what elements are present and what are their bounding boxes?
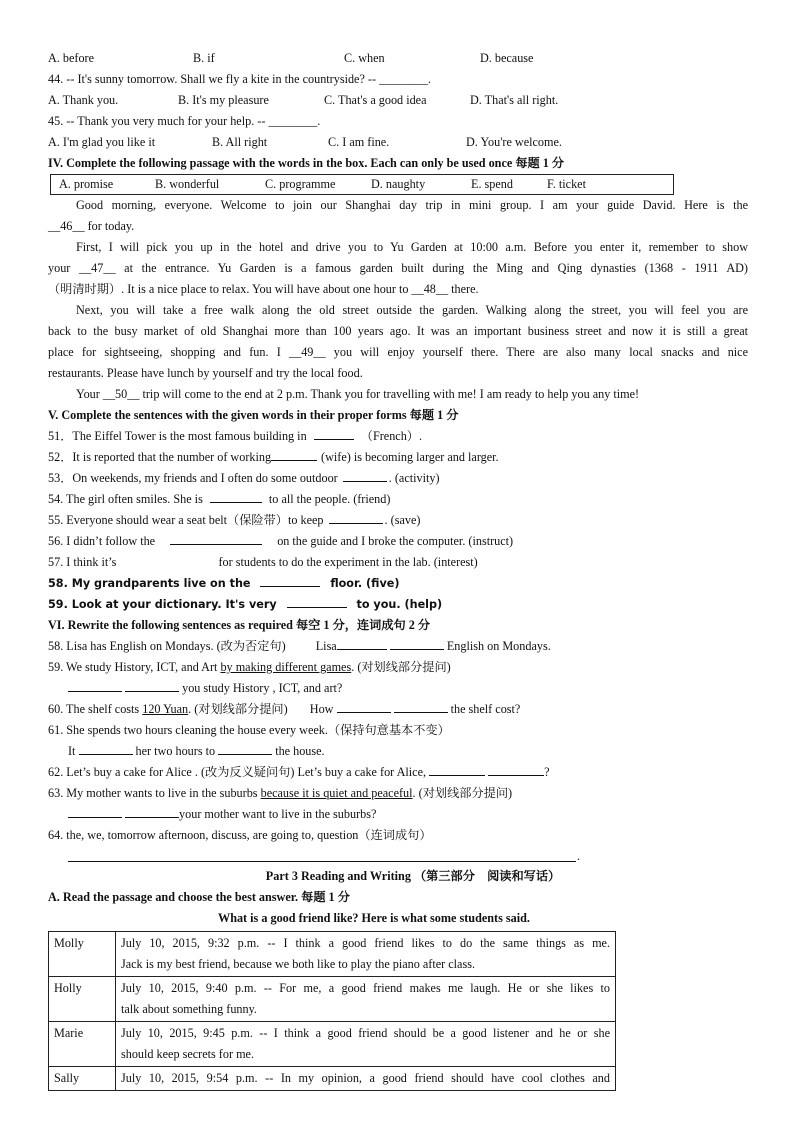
q43-option-d[interactable]: D. because bbox=[480, 51, 534, 65]
q53 bbox=[48, 468, 748, 489]
q59-help-text: 59. Look at your dictionary. It's very bbox=[48, 598, 277, 611]
passage-paragraph-3-cont: back to the busy market of old Shanghai more than 100 years ago. It was an important business street and now it is still a great bbox=[48, 324, 748, 338]
q55-answer-blank[interactable] bbox=[329, 510, 383, 524]
comment-line: July 10, 2015, 9:54 p.m. -- In my opinion, a good friend should have cool clothes and bbox=[121, 1071, 610, 1085]
q57-text: 57. I think it’s bbox=[48, 555, 117, 569]
q58-rewrite-text: 58. Lisa has English on Mondays. (改为否定句) bbox=[48, 639, 286, 653]
q60-rewrite-instruction: . (对划线部分提问) bbox=[188, 702, 288, 716]
q52-answer-blank[interactable] bbox=[271, 447, 317, 461]
q45-option-d[interactable]: D. You're welcome. bbox=[466, 135, 562, 149]
passage-paragraph-1-cont: __46__ for today. bbox=[48, 219, 135, 233]
passage-paragraph-1: Good morning, everyone. Welcome to join our Shanghai day trip in mini group. I am your guide David. Here is the bbox=[76, 198, 748, 212]
part3-section-a-heading: A. Read the passage and choose the best answer. 每题 1 分 bbox=[48, 890, 350, 904]
exam-page bbox=[48, 48, 748, 1091]
q60-rewrite-text: 60. The shelf costs bbox=[48, 702, 143, 716]
table-cell-comment bbox=[116, 977, 616, 1022]
q61-rewrite-it: It bbox=[68, 744, 76, 758]
q45-options bbox=[48, 132, 748, 153]
q64-answer-period: . bbox=[577, 849, 581, 863]
q44-options bbox=[48, 90, 748, 111]
q45-option-a[interactable]: A. I'm glad you like it bbox=[48, 135, 156, 149]
section-vi-heading: VI. Rewrite the following sentences as required 每空 1 分，连词成句 2 分 bbox=[48, 618, 431, 632]
table-cell-name: Holly bbox=[49, 977, 116, 1022]
q60-rewrite bbox=[48, 699, 748, 720]
q61-rewrite: 61. She spends two hours cleaning the house every week.（保持句意基本不变） bbox=[48, 723, 450, 737]
q58-rewrite-subject: Lisa bbox=[315, 639, 337, 653]
q59-rewrite-underlined: by making different games bbox=[220, 660, 352, 674]
q60-rewrite-blank-2[interactable] bbox=[394, 699, 448, 713]
q63-rewrite-instruction: . (对划线部分提问) bbox=[412, 786, 513, 800]
q63-rewrite bbox=[48, 783, 748, 804]
word-box-item: A. promise bbox=[59, 177, 114, 191]
q51-hint: （French）. bbox=[360, 429, 423, 443]
q59-rewrite-line2: you study History , ICT, and art? bbox=[182, 681, 343, 695]
passage-paragraph-3-cont: place for sightseeing, shopping and fun. I __49__ you will enjoy yourself there. There are also many local snacks and nice bbox=[48, 345, 748, 359]
q58-five-hint: floor. (five) bbox=[330, 577, 400, 590]
q64-rewrite: 64. the, we, tomorrow afternoon, discuss, are going to, question（连词成句） bbox=[48, 828, 432, 842]
table-cell-comment bbox=[116, 932, 616, 977]
comment-line: July 10, 2015, 9:45 p.m. -- I think a good friend should be a good listener and he or she bbox=[121, 1026, 610, 1040]
q61-rewrite-end: the house. bbox=[275, 744, 325, 758]
q52-hint: (wife) is becoming larger and larger. bbox=[321, 450, 499, 464]
q62-rewrite-blank-2[interactable] bbox=[488, 762, 544, 776]
q59-help-hint: to you. (help) bbox=[356, 598, 443, 611]
q59-rewrite bbox=[48, 657, 748, 678]
q43-options bbox=[48, 48, 748, 69]
comment-line: should keep secrets for me. bbox=[121, 1047, 255, 1061]
q58-rewrite-blank-2[interactable] bbox=[390, 636, 444, 650]
q59-rewrite-text: 59. We study History, ICT, and Art bbox=[48, 660, 221, 674]
q62-rewrite-end: ? bbox=[544, 765, 550, 779]
q64-answer-rule bbox=[68, 861, 576, 862]
q54-text: 54. The girl often smiles. She is bbox=[48, 492, 203, 506]
table-row bbox=[49, 1022, 616, 1067]
table-cell-comment bbox=[116, 1067, 616, 1091]
q51 bbox=[48, 426, 748, 447]
q45-question: 45. -- Thank you very much for your help. -- ________. bbox=[48, 114, 321, 128]
table-row bbox=[49, 977, 616, 1022]
q63-rewrite-answer bbox=[48, 804, 748, 825]
q54-answer-blank[interactable] bbox=[210, 489, 262, 503]
q63-rewrite-blank-2[interactable] bbox=[125, 804, 179, 818]
table-cell-name: Sally bbox=[49, 1067, 116, 1091]
q51-answer-blank[interactable] bbox=[314, 426, 354, 440]
q44-question: 44. -- It's sunny tomorrow. Shall we fly a kite in the countryside? -- ________. bbox=[48, 72, 431, 86]
q58-five-text: 58. My grandparents live on the bbox=[48, 577, 251, 590]
q61-rewrite-answer bbox=[48, 741, 748, 762]
q55-hint: . (save) bbox=[384, 513, 421, 527]
section-v-heading: V. Complete the sentences with the given words in their proper forms 每题 1 分 bbox=[48, 408, 459, 422]
q57 bbox=[48, 552, 748, 573]
q61-rewrite-blank-1[interactable] bbox=[79, 741, 133, 755]
passage-paragraph-2-cont: your __47__ at the entrance. Yu Garden is a famous garden built during the Ming and Qing dynasties (1368 - 1911 AD) bbox=[48, 261, 748, 275]
q59-rewrite-blank-1[interactable] bbox=[68, 678, 122, 692]
q58-rewrite bbox=[48, 636, 748, 657]
q56-text: 56. I didn’t follow the bbox=[48, 534, 156, 548]
q59-help bbox=[48, 594, 748, 615]
table-row bbox=[49, 1067, 616, 1091]
q58-rewrite-blank-1[interactable] bbox=[337, 636, 387, 650]
passage-paragraph-4: Your __50__ trip will come to the end at 2 p.m. Thank you for travelling with me! I am ready to help you any time! bbox=[76, 387, 640, 401]
comment-line: talk about something funny. bbox=[121, 1002, 257, 1016]
word-box-item: F. ticket bbox=[547, 177, 586, 191]
q64-answer-line[interactable] bbox=[48, 846, 748, 866]
comment-line: July 10, 2015, 9:40 p.m. -- For me, a good friend makes me laugh. He or she likes to bbox=[121, 981, 610, 995]
q62-rewrite-text: 62. Let’s buy a cake for Alice . (改为反义疑问句) Let’s buy a cake for Alice, bbox=[48, 765, 427, 779]
q53-hint: . (activity) bbox=[388, 471, 440, 485]
q55 bbox=[48, 510, 748, 531]
table-cell-name: Molly bbox=[49, 932, 116, 977]
q58-rewrite-end: English on Mondays. bbox=[446, 639, 551, 653]
q60-rewrite-blank-1[interactable] bbox=[337, 699, 391, 713]
q58-five bbox=[48, 573, 748, 594]
q59-rewrite-answer bbox=[48, 678, 748, 699]
word-box bbox=[50, 174, 674, 195]
q63-rewrite-line2: your mother want to live in the suburbs? bbox=[179, 807, 377, 821]
q61-rewrite-blank-2[interactable] bbox=[218, 741, 272, 755]
q60-rewrite-how: How bbox=[309, 702, 334, 716]
q62-rewrite-blank-1[interactable] bbox=[429, 762, 485, 776]
word-box-item: C. programme bbox=[265, 177, 336, 191]
q56-answer-blank[interactable] bbox=[170, 531, 262, 545]
comment-line: Jack is my best friend, because we both like to play the piano after class. bbox=[121, 957, 476, 971]
q52 bbox=[48, 447, 748, 468]
q62-rewrite bbox=[48, 762, 748, 783]
q53-text: 53．On weekends, my friends and I often do some outdoor bbox=[48, 471, 338, 485]
q58-five-answer-blank[interactable] bbox=[260, 573, 320, 587]
q45-option-b[interactable]: B. All right bbox=[212, 135, 268, 149]
q52-text: 52．It is reported that the number of working bbox=[48, 450, 272, 464]
q45-option-c[interactable]: C. I am fine. bbox=[328, 135, 390, 149]
q60-rewrite-end: the shelf cost? bbox=[450, 702, 521, 716]
q57-hint: for students to do the experiment in the lab. (interest) bbox=[218, 555, 478, 569]
q53-answer-blank[interactable] bbox=[343, 468, 387, 482]
q44-option-a[interactable]: A. Thank you. bbox=[48, 93, 119, 107]
q59-help-answer-blank[interactable] bbox=[287, 594, 347, 608]
comment-line: July 10, 2015, 9:32 p.m. -- I think a good friend likes to do the same things as me. bbox=[121, 936, 610, 950]
passage-paragraph-3-cont: restaurants. Please have lunch by yourself and try the local food. bbox=[48, 366, 363, 380]
q43-option-b[interactable]: B. if bbox=[193, 51, 215, 65]
part3-title: Part 3 Reading and Writing （第三部分 阅读和写话） bbox=[265, 869, 561, 883]
table-cell-comment bbox=[116, 1022, 616, 1067]
q63-rewrite-underlined: because it is quiet and peaceful bbox=[260, 786, 413, 800]
q60-rewrite-underlined: 120 Yuan bbox=[142, 702, 189, 716]
q54-hint: to all the people. (friend) bbox=[268, 492, 391, 506]
passage-title: What is a good friend like? Here is what some students said. bbox=[218, 911, 530, 925]
table-row bbox=[49, 932, 616, 977]
q63-rewrite-text: 63. My mother wants to live in the suburbs bbox=[48, 786, 261, 800]
word-box-item: E. spend bbox=[471, 177, 513, 191]
q61-rewrite-mid: her two hours to bbox=[135, 744, 216, 758]
q43-option-a[interactable]: A. before bbox=[48, 51, 95, 65]
passage-paragraph-2: First, I will pick you up in the hotel and drive you to Yu Garden at 10:00 a.m. Before you enter it, remember to show bbox=[76, 240, 748, 254]
section-iv-heading: IV. Complete the following passage with the words in the box. Each can only be used once 每题 1 分 bbox=[48, 156, 565, 170]
q43-option-c[interactable]: C. when bbox=[344, 51, 385, 65]
q44-option-b[interactable]: B. It's my pleasure bbox=[178, 93, 269, 107]
q59-rewrite-instruction: . (对划线部分提问) bbox=[351, 660, 451, 674]
q44-option-d[interactable]: D. That's all right. bbox=[470, 93, 559, 107]
word-box-item: B. wonderful bbox=[155, 177, 220, 191]
q55-text: 55. Everyone should wear a seat belt（保险带）to keep bbox=[48, 513, 324, 527]
q59-rewrite-blank-2[interactable] bbox=[125, 678, 179, 692]
q63-rewrite-blank-1[interactable] bbox=[68, 804, 122, 818]
q44-option-c[interactable]: C. That's a good idea bbox=[324, 93, 427, 107]
table-cell-name: Marie bbox=[49, 1022, 116, 1067]
q51-text: 51．The Eiffel Tower is the most famous building in bbox=[48, 429, 307, 443]
passage-paragraph-2-cont: （明清时期）. It is a nice place to relax. You will have about one hour to __48__ there. bbox=[48, 282, 479, 296]
word-box-item: D. naughty bbox=[371, 177, 426, 191]
q56-hint: on the guide and I broke the computer. (instruct) bbox=[277, 534, 514, 548]
comments-table bbox=[48, 931, 616, 1091]
passage-paragraph-3: Next, you will take a free walk along the old street outside the garden. Walking along the street, you will feel you are bbox=[76, 303, 748, 317]
q56 bbox=[48, 531, 748, 552]
q54 bbox=[48, 489, 748, 510]
